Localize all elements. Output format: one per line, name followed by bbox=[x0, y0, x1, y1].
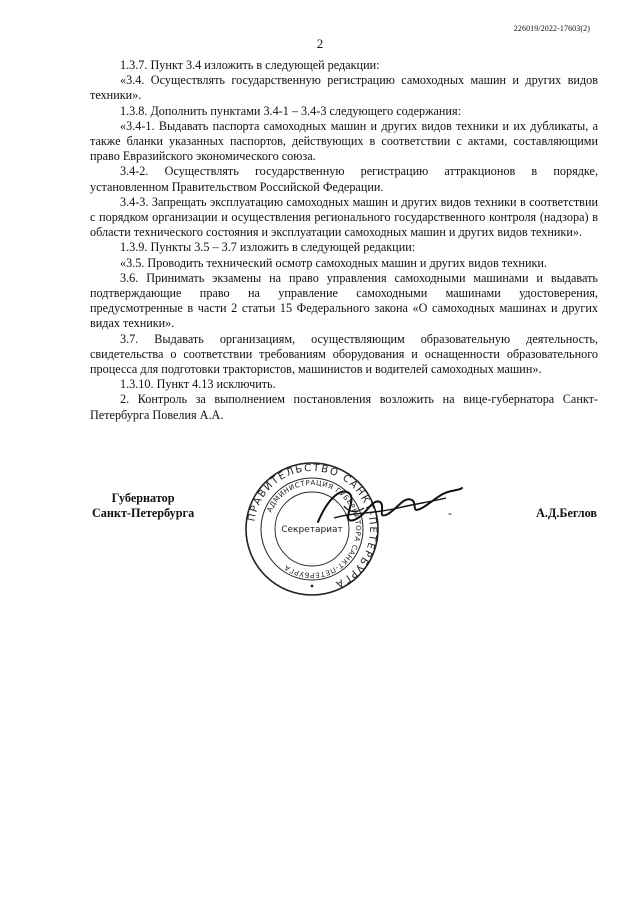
paragraph-3-5: «3.5. Проводить технический осмотр самоходных машин и других видов техники. bbox=[120, 255, 547, 270]
paragraph-2: 2. Контроль за выполнением постановления возложить на вице-губернатора Санкт-Петербурга Повелия А.А. bbox=[90, 392, 598, 422]
paragraph-1-3-7: 1.3.7. Пункт 3.4 изложить в следующей редакции: bbox=[120, 58, 380, 72]
document-body bbox=[90, 58, 598, 423]
paragraph-3-7: 3.7. Выдавать организациям, осуществляющим образовательную деятельность, свидетельства о соответствии требованиям оборудования и оснащенности образовательного процесса для подготовки трактористов, машинистов и водителей самоходных машин». bbox=[90, 331, 598, 377]
signature-dash: - bbox=[448, 506, 452, 520]
page-number: 2 bbox=[316, 36, 324, 51]
paragraph-3-4-3: 3.4-3. Запрещать эксплуатацию самоходных машин и других видов техники в соответствии с порядком организации и осуществления регионального государственного контроля (надзора) в области технического состояния и эксплуатации самоходных машин и других видов техники». bbox=[90, 194, 598, 240]
paragraph-1-3-10: 1.3.10. Пункт 4.13 исключить. bbox=[120, 377, 276, 392]
paragraph-3-4-1: «3.4-1. Выдавать паспорта самоходных машин и других видов техники и их дубликаты, а также бланки указанных паспортов, действующих в соответствии с актами, составляющими право Евразийского экономического союза. bbox=[90, 118, 598, 164]
signatory-name: А.Д.Беглов bbox=[536, 506, 597, 520]
paragraph-1-3-8: 1.3.8. Дополнить пунктами 3.4-1 – 3.4-3 следующего содержания: bbox=[120, 103, 461, 118]
paragraph-3-6: 3.6. Принимать экзамены на право управления самоходными машинами и выдавать подтверждающие право на управление самоходными машинами удостоверения, предусмотренные в части 2 статьи 15 Федерального закона «О самоходных машинах и других видах техники». bbox=[90, 270, 598, 331]
seal-inner-text: АДМИНИСТРАЦИЯ ГУБЕРНАТОРА САНКТ-ПЕТЕРБУРГА bbox=[265, 478, 363, 580]
paragraph-3-4-2: 3.4-2. Осуществлять государственную регистрацию аттракционов в порядке, установленном Правительством Российской Федерации. bbox=[90, 164, 598, 194]
handwritten-signature bbox=[314, 478, 464, 538]
document-number: 226019/2022-17603(2) bbox=[513, 24, 590, 33]
paragraph-3-4: «3.4. Осуществлять государственную регистрацию самоходных машин и других видов техники». bbox=[90, 73, 598, 103]
signatory-title-line1: Губернатор bbox=[111, 491, 175, 505]
paragraph-1-3-9: 1.3.9. Пункты 3.5 – 3.7 изложить в следующей редакции: bbox=[120, 240, 416, 255]
seal-center-text: Секретариат bbox=[281, 525, 343, 535]
signatory-title bbox=[92, 491, 194, 521]
seal-outer-text: ПРАВИТЕЛЬСТВО САНКТ-ПЕТЕРБУРГА bbox=[246, 462, 379, 591]
signatory-title-line2: Санкт-Петербурга bbox=[92, 506, 195, 521]
